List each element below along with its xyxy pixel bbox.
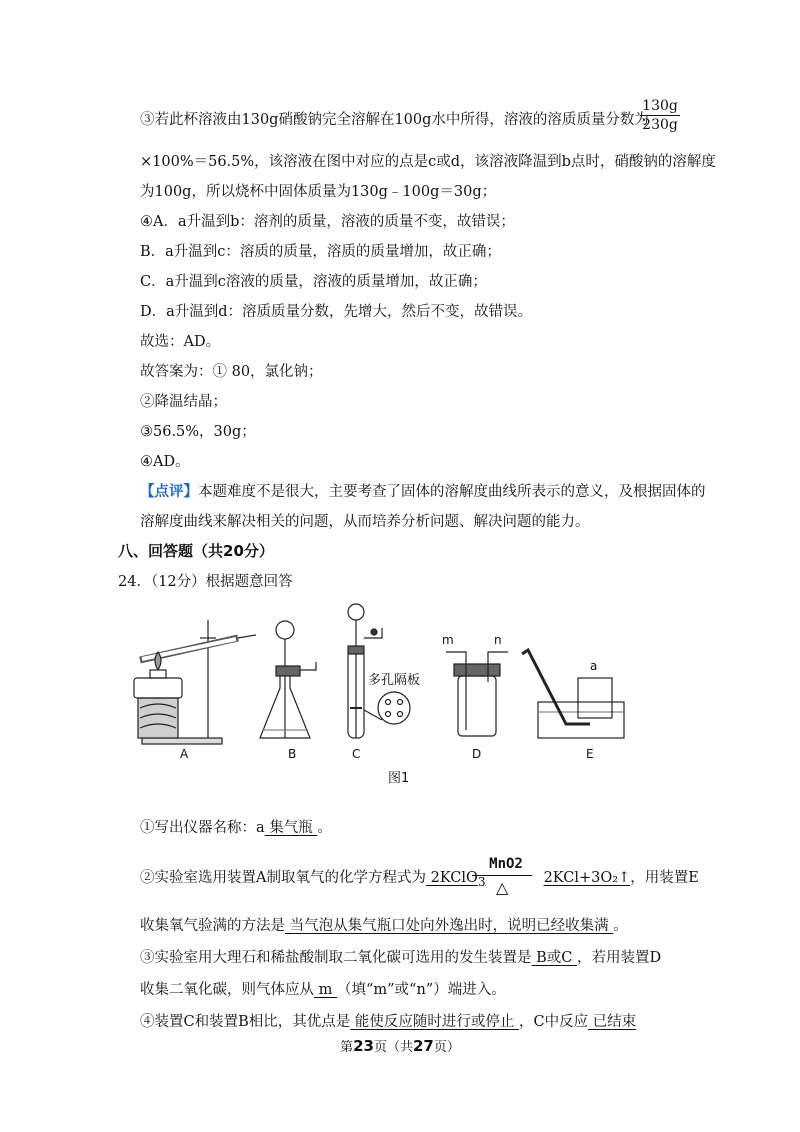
answer-line-3: ③56.5%，30g； [140,424,256,440]
port-n: n [494,633,502,647]
section-title: 八、回答题（共20分） [118,542,274,560]
q3-line [140,948,661,968]
label-c: C [352,747,361,761]
analysis-line-3b: ×100%＝56.5%，该溶液在图中对应的点是c或d，该溶液降温到b点时，硝酸钠的溶解度 [140,154,716,170]
q3b-line [140,980,506,1000]
choice-line: 故选：AD。 [140,334,221,350]
comment-line-2: 溶解度曲线来解决相关的问题，从而培养分析问题、解决问题的能力。 [140,514,590,530]
fraction [640,98,680,133]
q4-prefix: ④装置C和装置B相比，其优点是 [140,1014,351,1030]
q1-prefix: ①写出仪器名称：a [140,820,265,836]
q3-answer: B或C [531,950,577,966]
q2b-answer: 当气泡从集气瓶口处向外逸出时，说明已经收集满 [285,918,614,934]
label-d: D [472,747,482,761]
q3b-prefix: 收集二氧化碳，则气体应从 [140,982,314,998]
analysis-text: ③若此杯溶液由130g硝酸钠完全溶解在100g水中所得，溶液的溶质质量分数为 [140,112,649,128]
analysis-line-4a: ④A．a升温到b：溶剂的质量，溶液的质量不变，故错误； [140,214,515,230]
label-a: A [180,747,189,761]
equation-right: 2KCl+3O₂↑ [543,870,631,886]
q3b-answer: m [314,982,337,998]
footer-page-number: 23 [353,1037,374,1055]
q2b-prefix: 收集氧气验满的方法是 [140,918,285,934]
comment-line-1 [140,482,706,502]
q2b-suffix: 。 [613,918,628,934]
q1-suffix: 。 [317,820,332,836]
comment-text: 本题难度不是很大，主要考查了固体的溶解度曲线所表示的意义，及根据固体的 [198,484,706,500]
porous-partition-label: 多孔隔板 [368,673,421,688]
analysis-line-4b: B．a升温到c：溶质的质量，溶质的质量增加，故正确； [140,244,501,260]
q4-line [140,1012,636,1032]
fraction-denominator: 230g [642,117,678,133]
footer-total-pages: 27 [413,1037,434,1055]
fraction-numerator: 130g [640,98,680,116]
q2-suffix: ，用装置E [630,870,699,886]
analysis-line-3c: 为100g，所以烧杯中固体质量为130g﹣100g＝30g； [140,184,497,200]
q3-suffix: ，若用装置D [576,950,662,966]
apparatus-e [522,650,624,761]
q3-prefix: ③实验室用大理石和稀盐酸制取二氧化碳可选用的发生装置是 [140,950,532,966]
label-bottle-a: a [590,659,598,673]
q1-answer: 集气瓶 [264,820,318,836]
analysis-line-4d: D．a升温到d：溶质质量分数，先增大，然后不变，故错误。 [140,304,533,320]
page-footer [0,1036,800,1055]
equation-sub: 3 [477,874,486,889]
answer-line-2: ②降温结晶； [140,394,227,410]
answer-line-1: 故答案为：① 80，氯化钠； [140,364,323,380]
q2-prefix: ②实验室选用装置A制取氧气的化学方程式为 [140,870,426,886]
label-b: B [288,747,297,761]
footer-suffix: 页） [433,1040,460,1055]
apparatus-figure [120,598,680,786]
apparatus-d [442,633,508,761]
footer-prefix: 第 [340,1040,354,1055]
q4-answer: 能使反应随时进行或停止 [350,1014,519,1030]
answer-line-4: ④AD。 [140,454,190,470]
figure-caption: 图1 [388,771,410,786]
equation-left: 2KClO [425,870,478,886]
q2-line [140,868,699,892]
equation-catalyst: MnO2 [489,856,523,872]
q2b-line [140,916,628,936]
q3b-suffix: （填“m”或“n”）端进入。 [336,982,506,998]
apparatus-b [260,621,316,761]
port-m: m [442,633,454,647]
analysis-line-4c: C．a升温到c溶液的质量，溶液的质量增加，故正确； [140,274,487,290]
comment-tag: 【点评】 [140,483,198,500]
q1-line [140,818,332,838]
equation-heat-symbol: △ [496,878,509,897]
q2-equation [425,870,631,889]
footer-middle: 页（共 [373,1040,413,1055]
question-number: 24．（12分）根据题意回答 [118,574,293,590]
analysis-line-3a [140,110,649,130]
q4-mid: ，C中反应 [518,1014,589,1030]
apparatus-a [134,620,256,761]
q4-answer-2: 已结束 [588,1014,637,1030]
label-e: E [586,747,594,761]
apparatus-c [348,604,420,761]
